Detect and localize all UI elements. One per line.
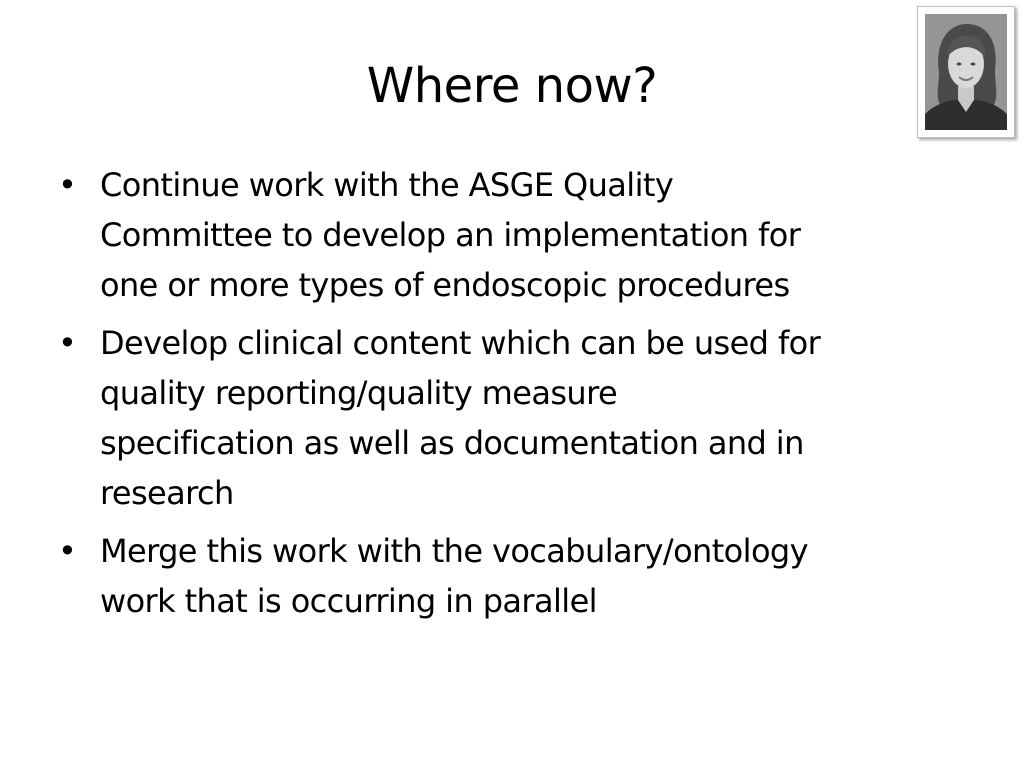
presenter-photo bbox=[917, 6, 1015, 138]
bullet-dot: • bbox=[58, 166, 77, 204]
bullet-item bbox=[58, 160, 978, 310]
slide-title: Where now? bbox=[366, 58, 658, 114]
bullet-item bbox=[58, 526, 978, 626]
bullet-list bbox=[58, 160, 978, 634]
bullet-text: Merge this work with the vocabulary/ontology work that is occurring in parallel bbox=[100, 532, 808, 620]
bullet-dot: • bbox=[58, 532, 77, 570]
bullet-dot: • bbox=[58, 324, 77, 362]
bullet-item bbox=[58, 318, 978, 518]
bullet-text: Develop clinical content which can be used for quality reporting/quality measure specification as well as documentation and in research bbox=[100, 324, 821, 512]
bullet-text: Continue work with the ASGE Quality Committee to develop an implementation for one or more types of endoscopic procedures bbox=[100, 166, 801, 304]
portrait-image bbox=[925, 14, 1007, 130]
